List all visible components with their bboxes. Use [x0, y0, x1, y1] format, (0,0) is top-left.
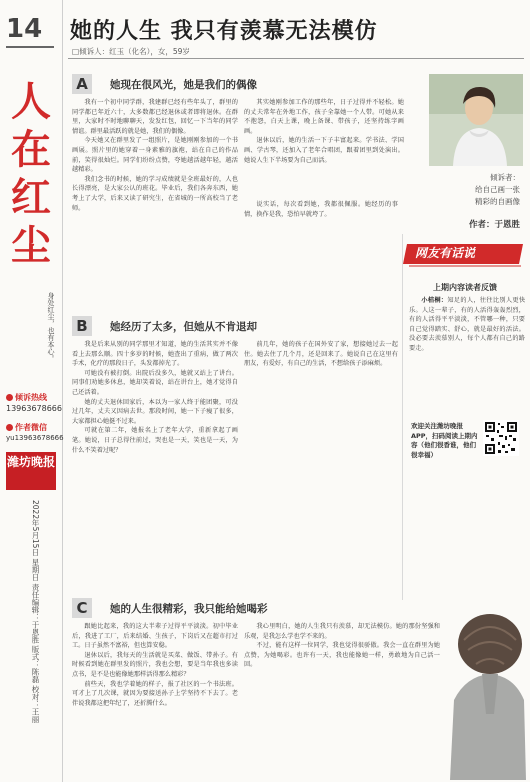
- section-c-col2: [244, 622, 440, 778]
- column-title: [6, 78, 56, 270]
- paragraph: 我是后来从别的同学那里才知道，她的生活其实并不像看上去那么顺。四十多岁的时候，她查出了重病，做了两次手术，化疗的那段日子，头发都掉光了。: [72, 341, 238, 368]
- hotline-label: [6, 392, 47, 403]
- section-letter: B: [72, 316, 92, 336]
- section-a-header: [72, 74, 257, 94]
- paper-logo: 潍坊晚报: [6, 452, 56, 490]
- paragraph: 今天她又在群里发了一组照片，是她刚刚参加的一个书画展。照片里的她穿着一身素雅的旗袍，站在自己的作品前，笑得很灿烂。同学们纷纷点赞，夸她越活越年轻，越活越精彩。: [72, 137, 238, 174]
- section-letter: C: [72, 598, 92, 618]
- hotline-number: 13963678666: [6, 404, 62, 413]
- section-heading: 她现在很风光，她是我们的偶像: [110, 78, 257, 91]
- paragraph: 退休以后，我每天的生活就是买菜、做饭、带孙子。有时候看到她在群里发的照片，我也会想，要是当年我也多读点书，是不是也能像她那样活得那么精彩？: [72, 651, 238, 678]
- section-c-col1: [72, 622, 238, 778]
- hotline-label-text: 倾诉热线: [15, 393, 47, 402]
- column-title-char: 尘: [11, 222, 51, 269]
- paragraph: 前几年，她的孩子在国外安了家，想接她过去一起住。她去住了几个月，还是回来了。她说自己在这里有朋友，有爱好，有自己的生活，不想给孩子添麻烦。: [244, 341, 398, 368]
- author-wechat-id: yu13963678666: [6, 434, 64, 442]
- column-title-char: 人: [11, 78, 51, 125]
- comment-text: 知足的人，往往比别人更快乐。人这一辈子，有的人活得轰轰烈烈，有的人活得平平淡淡，不管哪一种，只要自己觉得踏实、舒心，就是最好的活法。没必要去羡慕别人，每个人都有自己的路要走。: [409, 297, 526, 352]
- paragraph: 我心里明白，她的人生我只有羡慕，却无法模仿。她的那份坚强和乐观，是我怎么学也学不来的。: [244, 623, 440, 640]
- photo-caption-line: 精彩的自画像: [475, 197, 520, 206]
- qr-code-icon[interactable]: [483, 420, 519, 456]
- section-b-header: [72, 316, 257, 336]
- section-b-col2: [244, 340, 398, 588]
- page-number-rule: [6, 46, 54, 48]
- net-friends-box: [402, 234, 527, 600]
- author-photo: [429, 74, 523, 166]
- photo-caption: [460, 172, 520, 208]
- column-title-char: 在: [11, 126, 51, 173]
- paragraph: 前些天，我也学着她的样子，报了社区的一个书法班。可才上了几次课，就因为要接送孙子上学坚持不下去了。老伴说我都这把年纪了，还折腾什么。: [72, 680, 238, 707]
- paragraph: 我有一个初中同学群，我建群已经有些年头了，群里的同学都已年近六十，大多数都已经退休或者即将退休。在群里，大家时不时地聊聊天，发发红包，回忆一下当年的同学情谊。群里最活跃的就是她，我们的偶像。: [72, 99, 238, 135]
- column-motto: 身处红尘，也有本心。: [47, 292, 55, 362]
- woman-back-image: [446, 604, 526, 780]
- paragraph: 其实她刚参加工作的那些年，日子过得并不轻松。她的丈夫常年在外地工作，孩子全靠她一个人带。可她从来不抱怨，白天上课，晚上备课、带孩子，还坚持练字画画。: [244, 99, 404, 135]
- wechat-icon: [6, 424, 13, 431]
- paragraph: 退休以后，她的生活一下子丰富起来。学书法、学国画、学古琴，还加入了老年合唱团，跟着团里到处演出。她说人生下半场要为自己而活。: [244, 137, 404, 164]
- net-friends-subtitle: 上期内容读者反馈: [433, 283, 497, 292]
- photo-author: 作者：于恩胜: [468, 220, 520, 230]
- column-title-char: 红: [11, 174, 51, 221]
- net-friends-banner-text: 网友有话说: [415, 246, 476, 260]
- paragraph: 跟她比起来，我的这大半辈子过得平平淡淡。初中毕业后，我进了工厂，后来结婚、生孩子，下岗后又在超市打过工。日子虽然不富裕，但也算安稳。: [72, 623, 238, 650]
- section-c-header: [72, 598, 268, 618]
- header-rule: [68, 58, 524, 59]
- paragraph: 不过，能有这样一位同学，我也觉得很骄傲。我会一直在群里为她点赞，为她喝彩。也许有一天，我也能像她一样，勇敢地为自己活一回。: [244, 642, 440, 669]
- section-heading: 她经历了太多，但她从不肯退却: [110, 320, 257, 333]
- phone-icon: [6, 394, 13, 401]
- left-column: [0, 0, 63, 782]
- article-title: 她的人生 我只有羡慕无法模仿: [70, 19, 378, 44]
- author-wechat-label: [6, 422, 47, 433]
- section-b-col1: [72, 340, 238, 588]
- paragraph: 可就在第二年，她报名上了老年大学，重新拿起了画笔。她说，日子总得往前过，哭也是一天，笑也是一天，为什么不笑着过呢？: [72, 427, 238, 454]
- photo-caption-line: 倾诉者：: [490, 173, 520, 182]
- commenter-name: 小桔桐：: [421, 297, 448, 304]
- issue-info: 2022年5月15日 星期日 责任编辑：于恩胜 版式：陈磊 校对：王丽: [31, 500, 40, 723]
- section-a-col2: [244, 98, 404, 198]
- paragraph: 我们念书的时候，她的学习成绩就是全班最好的，人也长得漂亮，是大家公认的班花。毕业后，我们各奔东西，她考上了大学，后来又读了研究生，在省城的一所高校当了老师。: [72, 175, 238, 212]
- net-friends-comment: [409, 296, 525, 354]
- paragraph: 说实话，每次看到她，我都很佩服。她经历的事情，换作是我，恐怕早就垮了。: [244, 201, 398, 218]
- page-number: 14: [6, 14, 43, 44]
- article-byline: □倾诉人：红玉（化名），女，59岁: [72, 47, 190, 56]
- section-heading: 她的人生很精彩，我只能给她喝彩: [110, 602, 268, 615]
- section-a-col2b: [244, 200, 398, 304]
- section-a-col1: [72, 98, 238, 304]
- author-wechat-label-text: 作者微信: [15, 423, 47, 432]
- paragraph: 她的丈夫退休回家后，本以为一家人终于能团聚，可没过几年，丈夫又因病去世。那段时间，她一下子瘦了很多，大家都担心她挺不过来。: [72, 398, 238, 425]
- photo-caption-line: 给自己画一张: [475, 185, 520, 194]
- qr-note: 欢迎关注潍坊晚报APP，扫码阅读上期内容（他们很香谁，他们很幸福）: [411, 422, 478, 459]
- paragraph: 可她没有被打倒。出院后没多久，她就又站上了讲台。同事们劝她多休息，她却笑着说，站在讲台上，她才觉得自己还活着。: [72, 369, 238, 396]
- section-letter: A: [72, 74, 92, 94]
